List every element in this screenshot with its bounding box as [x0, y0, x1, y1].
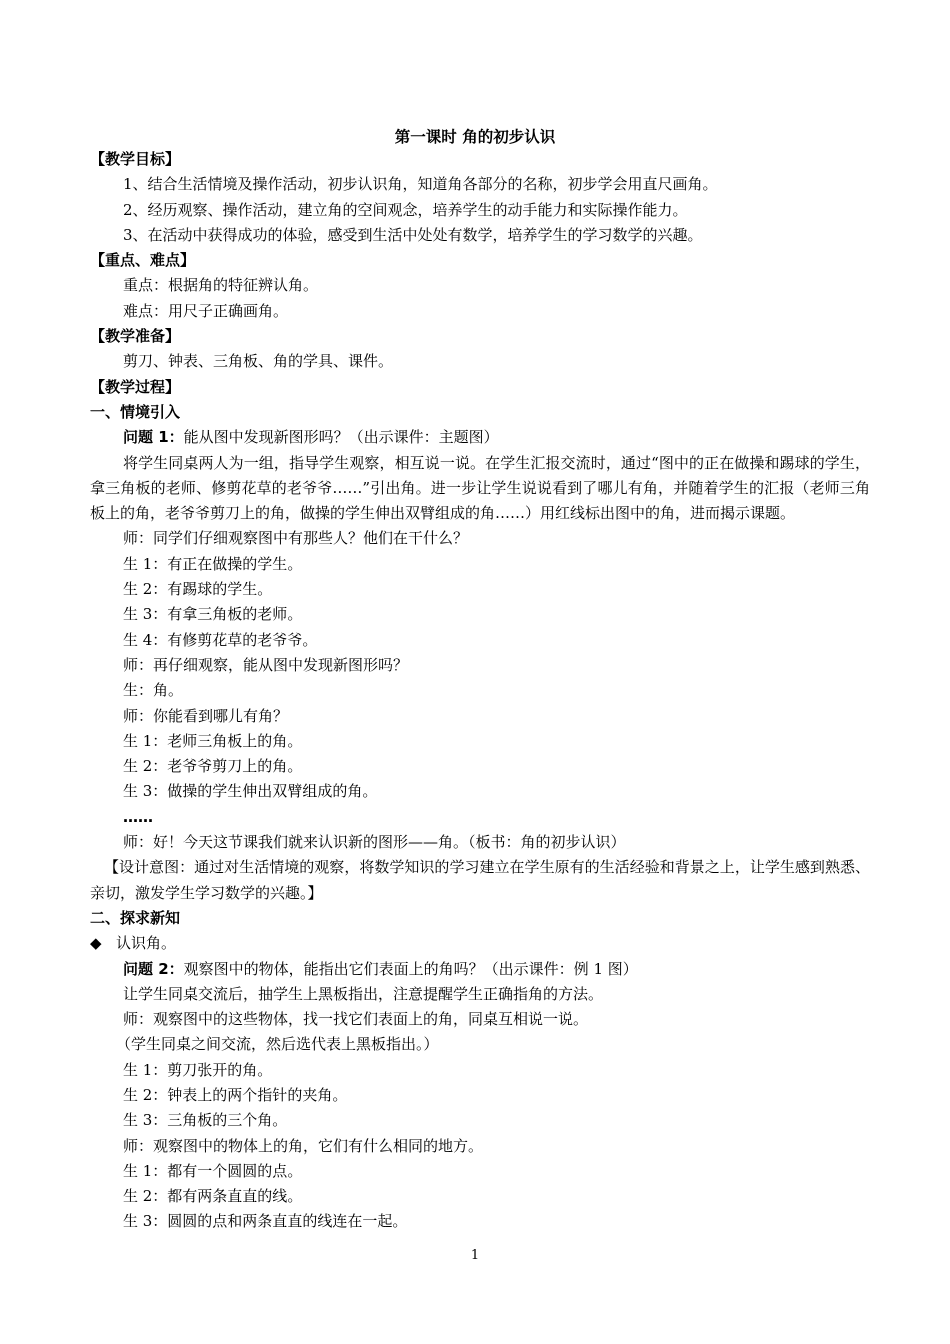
process-heading: 【教学过程】 — [90, 377, 181, 396]
dialogue-line: 生 2：钟表上的两个指针的夹角。 — [123, 1085, 348, 1104]
page-title: 第一课时 角的初步认识 — [394, 128, 556, 146]
dialogue-line: 师：好！今天这节课我们就来认识新的图形——角。（板书：角的初步认识） — [123, 833, 626, 852]
key-point: 重点：根据角的特征辨认角。 — [123, 276, 319, 295]
section-2-heading: 二、探求新知 — [90, 908, 181, 927]
note-line: （学生同桌之间交流，然后选代表上黑板指出。） — [116, 1035, 439, 1054]
question-2-label: 问题 2： — [123, 959, 184, 978]
ellipsis-line: …… — [123, 807, 153, 826]
question-1 — [90, 425, 870, 450]
dialogue-line: 师：同学们仔细观察图中有那些人？他们在干什么？ — [123, 529, 469, 548]
dialogue-line: 师：观察图中的物体上的角，它们有什么相同的地方。 — [123, 1136, 484, 1155]
dialogue-line: 生 3：圆圆的点和两条直直的线连在一起。 — [123, 1212, 408, 1231]
section-1-heading: 一、情境引入 — [90, 402, 181, 421]
goal-item: 2、经历观察、操作活动，建立角的空间观念，培养学生的动手能力和实际操作能力。 — [123, 200, 688, 219]
question-1-text: 能从图中发现新图形吗？（出示课件：主题图） — [183, 428, 499, 447]
dialogue-line: 生 3：做操的学生伸出双臂组成的角。 — [123, 782, 378, 801]
dialogue-line: 生 3：三角板的三个角。 — [123, 1111, 288, 1130]
dialogue-line: 生 4：有修剪花草的老爷爷。 — [123, 630, 318, 649]
bullet-text: 认识角。 — [116, 934, 177, 953]
dialogue-line: 生 2：老爷爷剪刀上的角。 — [123, 757, 303, 776]
difficult-point: 难点：用尺子正确画角。 — [123, 301, 289, 320]
dialogue-line: 生 1：剪刀张开的角。 — [123, 1060, 273, 1079]
design-intent: 【设计意图：通过对生活情境的观察，将数学知识的学习建立在学生原有的生活经验和背景之上，让学生感到熟悉、亲切，激发学生学习数学的兴趣。】 — [90, 858, 870, 902]
key-points-heading: 【重点、难点】 — [90, 251, 196, 270]
dialogue-line: 师：你能看到哪儿有角？ — [123, 706, 289, 725]
instruction-line: 师：观察图中的这些物体，找一找它们表面上的角，同桌互相说一说。 — [123, 1010, 589, 1029]
goal-item: 3、在活动中获得成功的体验，感受到生活中处处有数学，培养学生的学习数学的兴趣。 — [123, 225, 703, 244]
question-2 — [90, 957, 870, 982]
dialogue-line: 生 1：都有一个圆圆的点。 — [123, 1161, 303, 1180]
dialogue-line: 生 2：有踢球的学生。 — [123, 580, 273, 599]
dialogue-line: 生 1：有正在做操的学生。 — [123, 554, 303, 573]
dialogue-line: 生 1：老师三角板上的角。 — [123, 731, 303, 750]
question-2-text: 观察图中的物体，能指出它们表面上的角吗？（出示课件：例 1 图） — [183, 959, 638, 978]
dialogue-line: 生 2：都有两条直直的线。 — [123, 1187, 303, 1206]
preparation-text: 剪刀、钟表、三角板、角的学具、课件。 — [123, 352, 394, 371]
diamond-bullet-icon: ◆ — [90, 934, 102, 953]
bullet-item — [90, 931, 870, 956]
section-1-paragraph: 将学生同桌两人为一组，指导学生观察，相互说一说。在学生汇报交流时，通过“图中的正在做操和踢球的学生，拿三角板的老师、修剪花草的老爷爷……”引出角。进一步让学生说说看到了哪儿有角，并随着学生的汇报（老师三角板上的角，老爷爷剪刀上的角，做操的学生伸出双臂组成的角……）用红线标出图中的角，进而揭示课题。 — [90, 453, 870, 523]
goal-item: 1、结合生活情境及操作活动，初步认识角，知道角各部分的名称，初步学会用直尺画角。 — [123, 175, 718, 194]
instruction-line: 让学生同桌交流后，抽学生上黑板指出，注意提醒学生正确指角的方法。 — [123, 984, 604, 1003]
dialogue-line: 师：再仔细观察，能从图中发现新图形吗？ — [123, 655, 409, 674]
dialogue-line: 生：角。 — [123, 681, 184, 700]
goals-heading: 【教学目标】 — [90, 150, 181, 168]
page-number: 1 — [470, 1248, 480, 1263]
question-1-label: 问题 1： — [123, 428, 184, 447]
dialogue-line: 生 3：有拿三角板的老师。 — [123, 605, 303, 624]
document-body — [90, 147, 870, 1235]
preparation-heading: 【教学准备】 — [90, 327, 181, 346]
